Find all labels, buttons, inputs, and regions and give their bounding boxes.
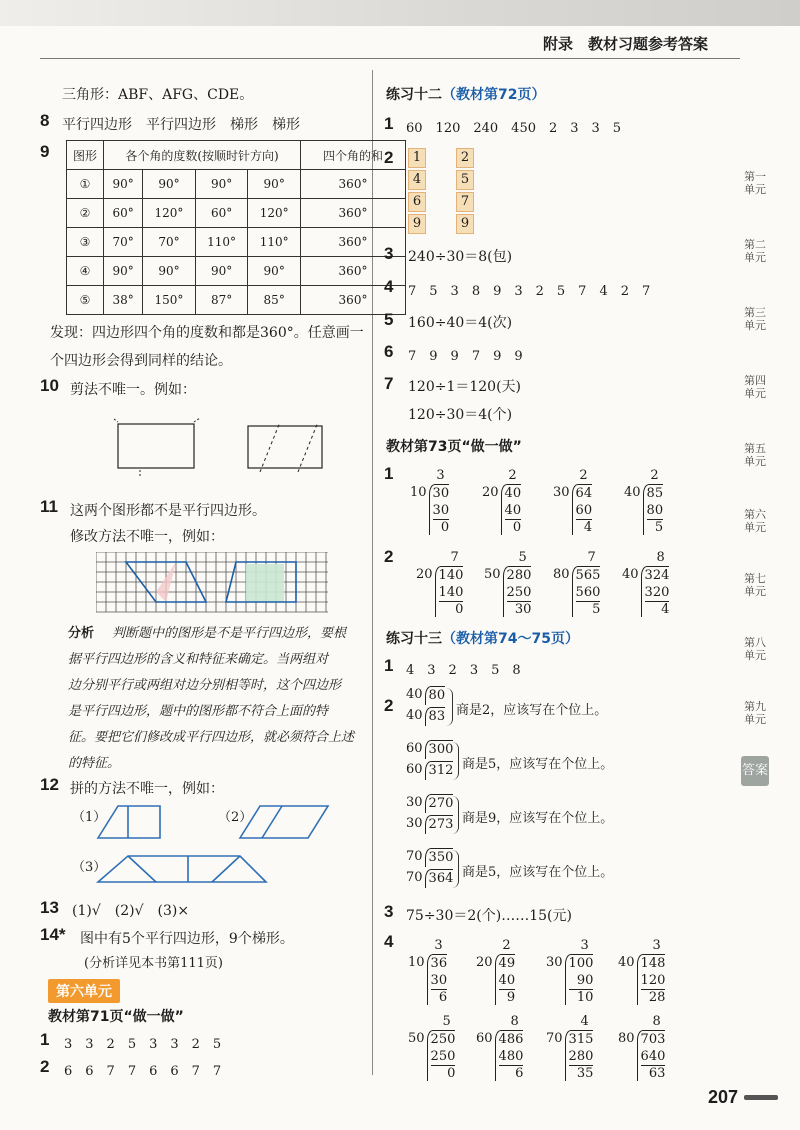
table-cell: 90° bbox=[143, 170, 196, 199]
q12-number: 12 bbox=[40, 775, 59, 794]
e3-answer: 75÷30＝2(个)……15(元) bbox=[406, 908, 572, 924]
q14-answer: 图中有5个平行四边形，9个梯形。 bbox=[80, 931, 294, 947]
ld-quotient: 8 bbox=[656, 550, 665, 565]
table-cell: 90° bbox=[248, 257, 301, 286]
r2-number: 2 bbox=[384, 148, 394, 167]
ld-divisor: 30 bbox=[406, 795, 423, 810]
ld-body bbox=[495, 1030, 524, 1081]
table-cell: 360° bbox=[301, 257, 406, 286]
long-division bbox=[618, 1014, 665, 1081]
ld-subtract: 640 bbox=[640, 1049, 666, 1064]
ld-divisor: 80 bbox=[618, 1031, 635, 1046]
ex13-title-main: 练习十三 bbox=[386, 631, 442, 647]
table-cell: ① bbox=[67, 170, 104, 199]
ld-dividend: 83 bbox=[425, 707, 446, 726]
ld-dividend: 315 bbox=[568, 1032, 594, 1047]
ld-subtract: 30 bbox=[432, 503, 450, 518]
long-division bbox=[482, 468, 521, 535]
sidebar-item-unit5[interactable]: 第五单元 bbox=[744, 442, 766, 468]
ld-remainder: 35 bbox=[576, 1066, 594, 1081]
r2-col1 bbox=[408, 146, 430, 234]
ld-divisor: 70 bbox=[406, 870, 423, 885]
table-cell: 360° bbox=[301, 199, 406, 228]
ld-remainder: 30 bbox=[514, 602, 532, 617]
long-division bbox=[624, 468, 663, 535]
ld-body bbox=[503, 566, 532, 617]
q11-method: 修改方法不唯一，例如： bbox=[70, 529, 224, 545]
table-cell: ③ bbox=[67, 228, 104, 257]
p71-title: 教材第71页“做一做” bbox=[48, 1009, 184, 1025]
ld-subtract: 120 bbox=[640, 973, 666, 988]
ld-remainder: 9 bbox=[506, 990, 516, 1005]
r5-number: 5 bbox=[384, 310, 394, 329]
ld-dividend: 300 bbox=[425, 740, 454, 759]
e2-note: 商是2，应该写在个位上。 bbox=[456, 703, 608, 718]
ld-quotient: 5 bbox=[518, 550, 527, 565]
ld-remainder: 0 bbox=[440, 520, 450, 535]
ld-quotient: 3 bbox=[436, 468, 445, 483]
d2-number: 2 bbox=[384, 547, 394, 566]
ld-dividend: 270 bbox=[425, 794, 454, 813]
long-division bbox=[618, 938, 665, 1005]
table-cell: 110° bbox=[248, 228, 301, 257]
ld-subtract: 40 bbox=[498, 973, 516, 988]
ld-remainder: 0 bbox=[512, 520, 522, 535]
ld-body bbox=[572, 566, 601, 617]
table-cell: 90° bbox=[195, 170, 248, 199]
table-cell: 85° bbox=[248, 286, 301, 315]
sidebar-item-answers[interactable]: 答案 bbox=[741, 756, 769, 786]
ld-body bbox=[641, 566, 670, 617]
e3-number: 3 bbox=[384, 902, 394, 921]
ld-quotient: 3 bbox=[434, 938, 443, 953]
ex12-title-main: 练习十二 bbox=[386, 87, 442, 103]
q9-angle-table bbox=[66, 140, 406, 315]
ld-dividend: 273 bbox=[425, 815, 454, 834]
brace bbox=[452, 742, 459, 780]
page-number: 207 bbox=[707, 1087, 738, 1107]
long-division bbox=[484, 550, 531, 617]
ex12-title bbox=[386, 84, 545, 104]
ld-divisor: 30 bbox=[546, 955, 563, 970]
ld-divisor: 40 bbox=[622, 567, 639, 582]
long-division bbox=[408, 938, 447, 1005]
r1-answer: 60 120 240 450 2 3 3 5 bbox=[406, 121, 622, 136]
ld-body bbox=[572, 484, 593, 535]
ld-divisor: 20 bbox=[416, 567, 433, 582]
answer-box: 9 bbox=[456, 214, 474, 234]
ld-subtract: 60 bbox=[575, 503, 593, 518]
table-row bbox=[67, 257, 406, 286]
q10-number: 10 bbox=[40, 376, 59, 395]
ld-subtract: 280 bbox=[568, 1049, 594, 1064]
table-cell: 70° bbox=[104, 228, 143, 257]
q11-analysis-line: 边分别平行或两组对边分别相等时，这个四边形 bbox=[68, 678, 342, 693]
ld-quotient: 8 bbox=[652, 1014, 661, 1029]
p71-a2: 6 6 7 7 6 6 7 7 bbox=[64, 1064, 222, 1079]
ld-body bbox=[501, 484, 522, 535]
brace bbox=[452, 796, 459, 834]
r7-number: 7 bbox=[384, 374, 394, 393]
ld-remainder: 0 bbox=[455, 602, 464, 617]
p71-a1-number: 1 bbox=[40, 1030, 50, 1049]
sidebar-item-unit1[interactable]: 第一单元 bbox=[744, 170, 766, 196]
p71-a2-number: 2 bbox=[40, 1057, 50, 1076]
ld-subtract: 90 bbox=[569, 973, 594, 990]
ld-quotient: 7 bbox=[587, 550, 596, 565]
table-cell: 90° bbox=[104, 170, 143, 199]
ld-body bbox=[427, 1030, 456, 1081]
answer-box: 6 bbox=[408, 192, 426, 212]
ld-dividend: 148 bbox=[640, 956, 666, 971]
ld-subtract: 250 bbox=[506, 585, 532, 600]
ld-dividend: 36 bbox=[430, 956, 448, 971]
r7-answer-1: 120÷1＝120(天) bbox=[408, 379, 522, 395]
ld-dividend: 100 bbox=[568, 956, 594, 971]
answer-box: 9 bbox=[408, 214, 426, 234]
division-pair bbox=[406, 686, 445, 726]
ld-remainder: 5 bbox=[592, 602, 601, 617]
ld-divisor: 40 bbox=[406, 687, 423, 702]
ld-divisor: 60 bbox=[406, 741, 423, 756]
brace bbox=[446, 688, 453, 726]
q11-analysis-line: 征。要把它们修改成平行四边形，就必须符合上述 bbox=[68, 730, 355, 745]
long-division bbox=[416, 550, 463, 617]
e2-note: 商是5，应该写在个位上。 bbox=[462, 757, 614, 772]
r3-answer: 240÷30＝8(包) bbox=[408, 249, 513, 265]
ld-divisor: 50 bbox=[484, 567, 501, 582]
page-header-title: 附录 教材习题参考答案 bbox=[542, 35, 708, 53]
q14-number: 14* bbox=[40, 925, 66, 944]
table-cell: 360° bbox=[301, 228, 406, 257]
ld-dividend: 80 bbox=[425, 686, 446, 705]
q9-finding-line2: 个四边形会得到同样的结论。 bbox=[50, 353, 232, 369]
ld-divisor: 60 bbox=[476, 1031, 493, 1046]
sidebar-item-unit2[interactable]: 第二单元 bbox=[744, 238, 766, 264]
ld-dividend: 250 bbox=[430, 1032, 456, 1047]
ld-divisor: 30 bbox=[406, 816, 423, 831]
ld-body bbox=[637, 1030, 666, 1081]
ld-remainder: 6 bbox=[515, 1066, 524, 1081]
table-cell: 90° bbox=[104, 257, 143, 286]
table-header: 图形 bbox=[67, 141, 104, 170]
ld-dividend: 40 bbox=[504, 486, 522, 501]
long-division bbox=[553, 550, 600, 617]
r7-answer-2: 120÷30＝4(个) bbox=[408, 407, 513, 423]
r2-col2 bbox=[456, 146, 478, 234]
long-division bbox=[476, 938, 515, 1005]
ld-remainder: 5 bbox=[654, 520, 664, 535]
e2-note: 商是5，应该写在个位上。 bbox=[462, 865, 614, 880]
q13-number: 13 bbox=[40, 898, 59, 917]
long-division bbox=[476, 1014, 523, 1081]
table-cell: 120° bbox=[248, 199, 301, 228]
table-cell: 150° bbox=[143, 286, 196, 315]
header-divider bbox=[40, 58, 740, 59]
ld-quotient: 3 bbox=[580, 938, 589, 953]
table-row bbox=[67, 286, 406, 315]
q11-analysis-line: 的特征。 bbox=[68, 756, 121, 771]
ld-divisor: 40 bbox=[624, 485, 641, 500]
r4-answer: 7 5 3 8 9 3 2 5 7 4 2 7 bbox=[408, 284, 651, 299]
ld-dividend: 324 bbox=[644, 568, 670, 583]
d1-number: 1 bbox=[384, 464, 394, 483]
ld-divisor: 10 bbox=[408, 955, 425, 970]
e2-note: 商是9，应该写在个位上。 bbox=[462, 811, 614, 826]
ld-quotient: 2 bbox=[650, 468, 659, 483]
ld-body bbox=[565, 954, 594, 1005]
table-cell: 60° bbox=[195, 199, 248, 228]
ld-quotient: 3 bbox=[652, 938, 661, 953]
table-cell: 70° bbox=[143, 228, 196, 257]
sidebar-item-unit6[interactable]: 第六单元 bbox=[744, 508, 766, 534]
q11-number: 11 bbox=[40, 497, 58, 516]
table-cell: 60° bbox=[104, 199, 143, 228]
q12-label-3: （3） bbox=[72, 860, 107, 875]
q12-label-1: （1） bbox=[72, 810, 107, 825]
q12-shapes bbox=[90, 800, 370, 890]
ld-dividend: 364 bbox=[425, 869, 454, 888]
ld-divisor: 20 bbox=[482, 485, 499, 500]
e1-answer: 4 3 2 3 5 8 bbox=[406, 663, 521, 678]
q10-answer: 剪法不唯一。例如： bbox=[70, 382, 196, 398]
q8-number: 8 bbox=[40, 111, 50, 130]
ld-body bbox=[427, 954, 448, 1005]
q11-answer: 这两个图形都不是平行四边形。 bbox=[70, 503, 266, 519]
ld-dividend: 30 bbox=[432, 486, 450, 501]
ld-remainder: 28 bbox=[648, 990, 666, 1005]
long-division bbox=[408, 1014, 455, 1081]
r6-answer: 7 9 9 7 9 9 bbox=[408, 349, 523, 364]
ld-dividend: 49 bbox=[498, 956, 516, 971]
unit6-badge: 第六单元 bbox=[48, 979, 120, 1003]
answer-box: 2 bbox=[456, 148, 474, 168]
ld-divisor: 70 bbox=[546, 1031, 563, 1046]
ld-subtract: 40 bbox=[504, 503, 522, 518]
ld-quotient: 2 bbox=[502, 938, 511, 953]
ld-quotient: 5 bbox=[442, 1014, 451, 1029]
ld-remainder: 4 bbox=[661, 602, 670, 617]
brace bbox=[452, 850, 459, 888]
r6-number: 6 bbox=[384, 342, 394, 361]
division-pair bbox=[406, 848, 453, 888]
ld-dividend: 486 bbox=[498, 1032, 524, 1047]
table-row bbox=[67, 170, 406, 199]
sidebar-item-unit4[interactable]: 第四单元 bbox=[744, 374, 766, 400]
ld-remainder: 63 bbox=[648, 1066, 666, 1081]
table-cell: 90° bbox=[195, 257, 248, 286]
ld-dividend: 140 bbox=[438, 568, 464, 583]
table-cell: ④ bbox=[67, 257, 104, 286]
long-division bbox=[546, 938, 593, 1005]
ld-dividend: 85 bbox=[646, 486, 664, 501]
e1-number: 1 bbox=[384, 656, 394, 675]
q10-cut-diagram bbox=[110, 414, 340, 480]
ld-dividend: 280 bbox=[506, 568, 532, 583]
ld-subtract: 250 bbox=[430, 1049, 456, 1064]
table-cell: 120° bbox=[143, 199, 196, 228]
ld-quotient: 8 bbox=[510, 1014, 519, 1029]
q12-answer: 拼的方法不唯一，例如： bbox=[70, 781, 224, 797]
table-cell: 360° bbox=[301, 286, 406, 315]
ld-divisor: 70 bbox=[406, 849, 423, 864]
ld-divisor: 50 bbox=[408, 1031, 425, 1046]
ld-body bbox=[565, 1030, 594, 1081]
ld-dividend: 703 bbox=[640, 1032, 666, 1047]
ld-body bbox=[637, 954, 666, 1005]
ld-subtract: 140 bbox=[438, 585, 464, 600]
e4-number: 4 bbox=[384, 932, 394, 951]
q11-analysis-line: 是平行四边形，题中的图形都不符合上面的特 bbox=[68, 704, 329, 719]
q9-finding-line1: 发现：四边形四个角的度数和都是360°。任意画一 bbox=[50, 325, 364, 341]
table-cell: 360° bbox=[301, 170, 406, 199]
q14-note: (分析详见本书第111页) bbox=[84, 956, 223, 971]
r1-number: 1 bbox=[384, 114, 394, 133]
q11-analysis-line: 据平行四边形的含义和特征来确定。当两组对 bbox=[68, 652, 329, 667]
q12-label-2: （2） bbox=[218, 810, 253, 825]
q11-grid-diagram bbox=[96, 552, 332, 614]
ld-quotient: 4 bbox=[580, 1014, 589, 1029]
table-cell: 87° bbox=[195, 286, 248, 315]
sidebar-item-unit9[interactable]: 第九单元 bbox=[744, 700, 766, 726]
answer-box: 4 bbox=[408, 170, 426, 190]
table-row bbox=[67, 228, 406, 257]
sidebar-item-unit7[interactable]: 第七单元 bbox=[744, 572, 766, 598]
ld-remainder: 4 bbox=[583, 520, 593, 535]
ld-body bbox=[495, 954, 516, 1005]
table-header-row bbox=[67, 141, 406, 170]
triangles-line: 三角形：ABF、AFG、CDE。 bbox=[62, 87, 254, 103]
ld-quotient: 7 bbox=[450, 550, 459, 565]
answer-box: 5 bbox=[456, 170, 474, 190]
ld-body bbox=[435, 566, 464, 617]
ld-remainder: 6 bbox=[438, 990, 448, 1005]
ld-dividend: 64 bbox=[575, 486, 593, 501]
footer-bar bbox=[744, 1095, 778, 1100]
ld-quotient: 2 bbox=[579, 468, 588, 483]
ld-divisor: 20 bbox=[476, 955, 493, 970]
answer-box: 7 bbox=[456, 192, 474, 212]
ld-subtract: 30 bbox=[430, 973, 448, 988]
ex12-title-pages: （教材第72页） bbox=[442, 87, 546, 103]
ld-divisor: 60 bbox=[406, 762, 423, 777]
table-cell: 38° bbox=[104, 286, 143, 315]
ld-subtract: 480 bbox=[498, 1049, 524, 1064]
ld-divisor: 40 bbox=[406, 708, 423, 723]
r3-number: 3 bbox=[384, 244, 394, 263]
table-cell: 110° bbox=[195, 228, 248, 257]
long-division bbox=[410, 468, 449, 535]
p71-a1: 3 3 2 5 3 3 2 5 bbox=[64, 1037, 222, 1052]
table-cell: ② bbox=[67, 199, 104, 228]
ex13-title-pages: （教材第74～75页） bbox=[442, 631, 579, 647]
long-division bbox=[622, 550, 669, 617]
ld-divisor: 80 bbox=[553, 567, 570, 582]
table-cell: ⑤ bbox=[67, 286, 104, 315]
table-header: 各个角的度数(按顺时针方向) bbox=[104, 141, 301, 170]
ex13-title bbox=[386, 628, 579, 648]
division-pair bbox=[406, 794, 453, 834]
q8-answer: 平行四边形 平行四边形 梯形 梯形 bbox=[62, 117, 300, 133]
table-cell: 90° bbox=[248, 170, 301, 199]
answer-box: 1 bbox=[408, 148, 426, 168]
division-pair bbox=[406, 740, 453, 780]
ld-subtract: 560 bbox=[575, 585, 601, 600]
ld-dividend: 350 bbox=[425, 848, 454, 867]
ld-subtract: 320 bbox=[644, 585, 670, 600]
long-division bbox=[553, 468, 592, 535]
ld-dividend: 312 bbox=[425, 761, 454, 780]
r4-number: 4 bbox=[384, 277, 394, 296]
q13-answer: (1)√ (2)√ (3)× bbox=[72, 903, 190, 919]
ld-divisor: 10 bbox=[410, 485, 427, 500]
e2-number: 2 bbox=[384, 696, 394, 715]
ld-dividend: 565 bbox=[575, 568, 601, 583]
ld-subtract: 80 bbox=[646, 503, 664, 518]
q9-number: 9 bbox=[40, 142, 50, 161]
sidebar-item-unit8[interactable]: 第八单元 bbox=[744, 636, 766, 662]
table-header: 四个角的和 bbox=[301, 141, 406, 170]
table-row bbox=[67, 199, 406, 228]
ld-body bbox=[429, 484, 450, 535]
ld-remainder: 0 bbox=[447, 1066, 456, 1081]
sidebar-item-unit3[interactable]: 第三单元 bbox=[744, 306, 766, 332]
ld-divisor: 30 bbox=[553, 485, 570, 500]
q11-analysis-label: 分析 bbox=[68, 626, 95, 641]
table-cell: 90° bbox=[143, 257, 196, 286]
r5-answer: 160÷40＝4(次) bbox=[408, 315, 513, 331]
ld-remainder: 10 bbox=[576, 990, 594, 1005]
q11-analysis-line: 判断题中的图形是不是平行四边形，要根 bbox=[112, 626, 347, 641]
ld-body bbox=[643, 484, 664, 535]
ld-divisor: 40 bbox=[618, 955, 635, 970]
p73-title: 教材第73页“做一做” bbox=[386, 439, 522, 455]
ld-quotient: 2 bbox=[508, 468, 517, 483]
long-division bbox=[546, 1014, 593, 1081]
top-bar bbox=[0, 0, 800, 26]
